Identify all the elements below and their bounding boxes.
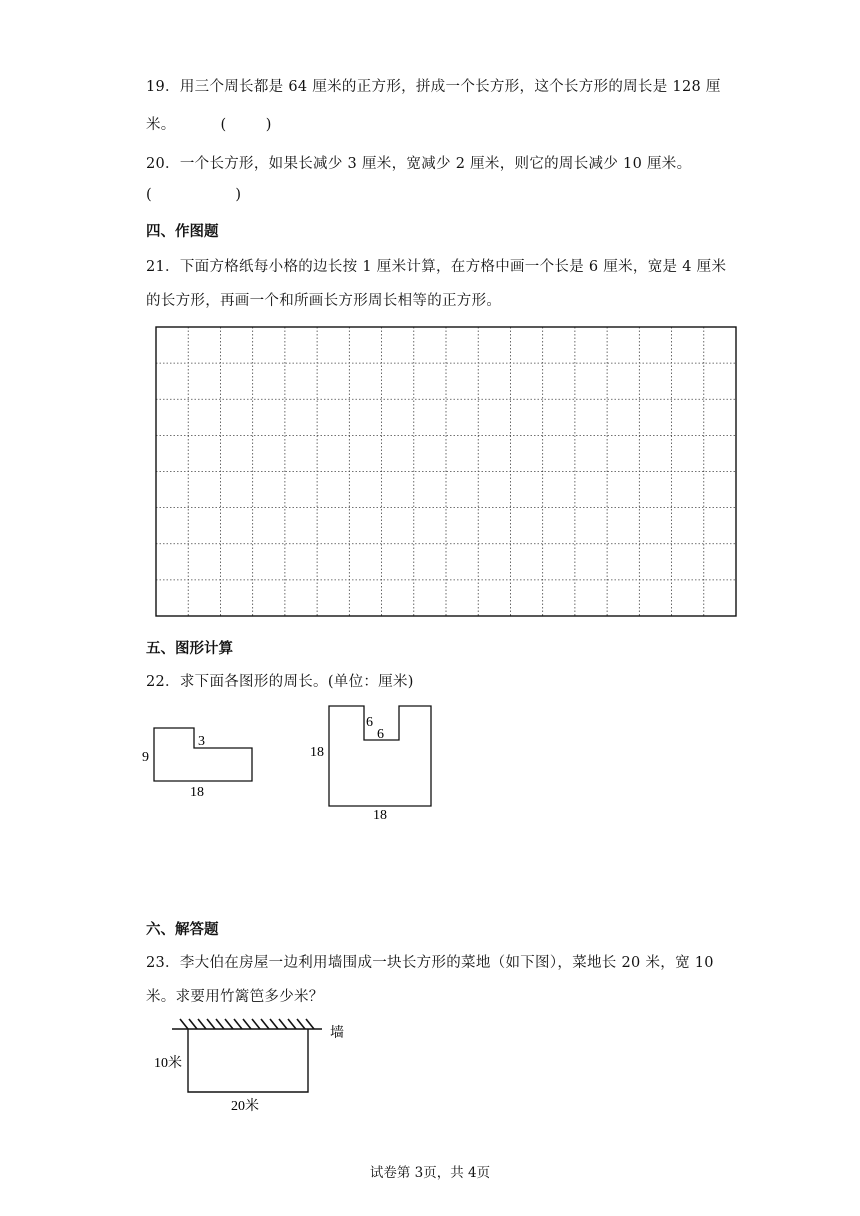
notched-square-outline — [329, 706, 431, 806]
q19-answer-blank: ( ) — [220, 117, 272, 133]
q22-figure-2 — [305, 700, 440, 828]
q23-line1: 23．李大伯在房屋一边利用墙围成一块长方形的菜地（如下图），菜地长 20 米，宽 10 — [146, 955, 714, 971]
wall-hatch-mark — [225, 1019, 233, 1029]
wall-hatch-mark — [198, 1019, 206, 1029]
q20-line1: 20．一个长方形，如果长减少 3 厘米，宽减少 2 厘米，则它的周长减少 10 厘米。 — [146, 156, 692, 172]
q23-garden-diagram — [150, 1012, 365, 1117]
fig2-notch-depth-label: 6 — [366, 715, 373, 730]
wall-hatch-mark — [216, 1019, 224, 1029]
wall-hatch-mark — [288, 1019, 296, 1029]
grid-lines — [156, 327, 736, 616]
wall-label: 墙 — [330, 1026, 344, 1041]
wall-hatch-mark — [306, 1019, 314, 1029]
section-4-title: 四、作图题 — [146, 224, 219, 240]
fig2-notch-width-label: 6 — [377, 727, 384, 742]
wall-hatch-mark — [189, 1019, 197, 1029]
page-footer: 试卷第 3页，共 4页 — [369, 1165, 491, 1181]
fig2-bottom-label: 18 — [373, 808, 387, 823]
wall-hatch-mark — [279, 1019, 287, 1029]
fig1-left-label: 9 — [142, 750, 149, 765]
wall-hatch-mark — [207, 1019, 215, 1029]
wall-hatch-mark — [252, 1019, 260, 1029]
q23-line2: 米。求要用竹篱笆多少米？ — [146, 989, 324, 1005]
q22-text: 22．求下面各图形的周长。(单位：厘米) — [146, 674, 414, 690]
q21-line2: 的长方形，再画一个和所画长方形周长相等的正方形。 — [146, 293, 502, 309]
length-label: 20米 — [231, 1099, 259, 1114]
q19-line2-row — [146, 113, 272, 134]
q20-answer-blank: ( ) — [146, 187, 242, 203]
wall-hatch-mark — [297, 1019, 305, 1029]
garden-outline — [188, 1029, 308, 1092]
q22-figure-1 — [138, 722, 263, 802]
wall-hatch-mark — [270, 1019, 278, 1029]
wall-hatching — [180, 1019, 314, 1029]
grid-paper — [155, 326, 738, 618]
fig1-bottom-label: 18 — [190, 785, 204, 800]
q19-line2: 米。 — [146, 117, 176, 133]
wall-hatch-mark — [261, 1019, 269, 1029]
wall-hatch-mark — [243, 1019, 251, 1029]
q19-line1: 19．用三个周长都是 64 厘米的正方形，拼成一个长方形，这个长方形的周长是 128 厘 — [146, 79, 721, 95]
q21-line1: 21．下面方格纸每小格的边长按 1 厘米计算，在方格中画一个长是 6 厘米，宽是 4 厘米 — [146, 259, 727, 275]
section-6-title: 六、解答题 — [146, 922, 219, 938]
width-label: 10米 — [154, 1056, 182, 1071]
fig1-top-label: 3 — [198, 734, 205, 749]
wall-hatch-mark — [234, 1019, 242, 1029]
fig2-left-label: 18 — [310, 745, 324, 760]
section-5-title: 五、图形计算 — [146, 641, 233, 657]
wall-hatch-mark — [180, 1019, 188, 1029]
